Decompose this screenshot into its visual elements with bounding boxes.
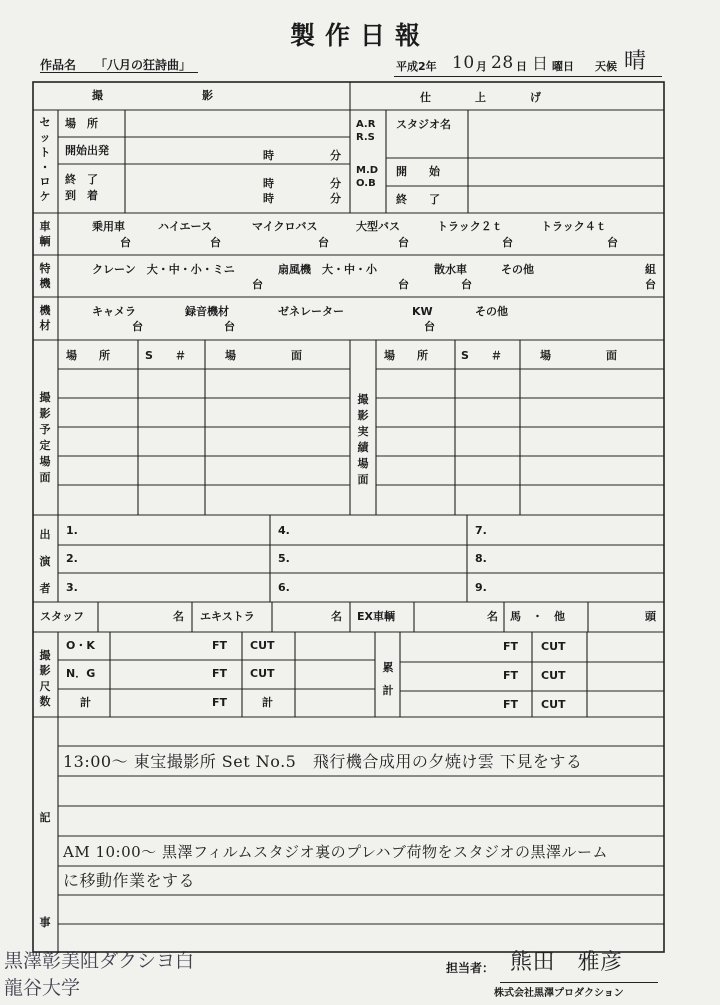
extras-label: エキストラ (200, 610, 255, 623)
footage-ng-label: N．G (66, 667, 96, 680)
cast-slot-8: 8. (475, 552, 487, 565)
date-month-unit: 月 (476, 60, 487, 73)
footage-ok-label: O・K (66, 639, 95, 652)
end-hour-label: 時 (263, 177, 274, 190)
company-name: 株式会社黒澤プロダクション (494, 988, 624, 999)
notes-line-3: に移動作業をする (63, 871, 196, 890)
vehicle-car: 乗用車 (92, 220, 125, 233)
cumulative-ok-cut: CUT (541, 640, 566, 653)
depart-minute-label: 分 (330, 149, 341, 162)
equipment-side-label: 機 材 (39, 304, 51, 332)
finish-label: 終 了 (396, 193, 440, 206)
cast-slot-5: 5. (278, 552, 290, 565)
horse-unit: 頭 (645, 610, 656, 623)
footage-ok-cut: CUT (250, 639, 275, 652)
cumulative-side-label: 累 計 (382, 661, 394, 698)
date-weekday: 日 (532, 54, 549, 73)
special-water-truck: 散水車 (434, 263, 467, 276)
cast-slot-2: 2. (66, 552, 78, 565)
special-crane-unit: 台 (252, 278, 263, 291)
weekday-suffix: 曜日 (552, 60, 574, 73)
page-title: 製作日報 (289, 21, 430, 50)
notes-line-2: AM 10:00～ 黒澤フィルムスタジオ裏のプレハブ荷物をスタジオの黒澤ルーム (63, 843, 609, 861)
special-other-unit: 台 (645, 278, 656, 291)
vehicle-truck-4t-unit: 台 (607, 236, 618, 249)
cast-slot-4: 4. (278, 524, 290, 537)
cast-slot-6: 6. (278, 581, 290, 594)
equipment-other: その他 (475, 305, 508, 318)
place-label: 場 所 (65, 117, 98, 130)
person-in-charge-name: 熊田 雅彦 (510, 950, 623, 975)
special-other-group-label: 組 (645, 263, 656, 276)
finishing-section-label: 仕 上 げ (420, 91, 541, 104)
weather-label: 天候 (595, 60, 617, 73)
footage-ok-ft: FT (212, 639, 228, 652)
planned-place-header: 場 所 (66, 349, 110, 362)
ar-rs-label: A.R R.S (356, 119, 376, 143)
special-side-label: 特 機 (39, 262, 51, 290)
special-water-truck-unit: 台 (461, 278, 472, 291)
extras-unit: 名 (331, 610, 342, 623)
depart-label: 開始出発 (65, 144, 109, 157)
md-ob-label: M.D O.B (356, 165, 379, 189)
ex-vehicle-label: EX車輌 (357, 610, 395, 623)
date-month: 10 (452, 53, 475, 73)
planned-scenes-side-label: 撮 影 予 定 場 面 (39, 391, 51, 484)
equipment-sound-unit: 台 (224, 320, 235, 333)
cast-slot-9: 9. (475, 581, 487, 594)
vehicle-hiace-unit: 台 (210, 236, 221, 249)
date-era: 平成2年 (396, 60, 437, 73)
equipment-camera: キャメラ (92, 305, 136, 318)
end-label: 終 了 (65, 173, 98, 186)
arrive-hour-label: 時 (263, 192, 274, 205)
vehicle-truck-4t: トラック４ｔ (541, 220, 607, 233)
footage-total-cut-label: 計 (262, 696, 273, 709)
ex-vehicle-unit: 名 (487, 610, 498, 623)
vehicle-hiace: ハイエース (158, 220, 213, 233)
planned-scene-number-header: S ＃ (145, 349, 186, 362)
end-minute-label: 分 (330, 177, 341, 190)
arrive-label: 到 着 (65, 189, 98, 202)
cast-slot-3: 3. (66, 581, 78, 594)
notes-line-1: 13:00～ 東宝撮影所 Set No.5 飛行機合成用の夕焼け雲 下見をする (63, 752, 583, 771)
vehicle-car-unit: 台 (120, 236, 131, 249)
set-location-side-label: セ ッ ト ・ ロ ケ (39, 116, 51, 204)
vehicle-large-bus-unit: 台 (398, 236, 409, 249)
equipment-kw: KW (412, 305, 433, 318)
actual-scenes-side-label: 撮 影 実 績 場 面 (357, 393, 369, 486)
work-label: 作品名 (40, 58, 77, 72)
staff-label: スタッフ (40, 610, 84, 623)
vehicle-microbus-unit: 台 (318, 236, 329, 249)
cumulative-ng-cut: CUT (541, 669, 566, 682)
cast-slot-7: 7. (475, 524, 487, 537)
notes-side-label: 記 事 (39, 811, 51, 929)
special-fan-unit: 台 (398, 278, 409, 291)
footage-ng-ft: FT (212, 667, 228, 680)
vehicles-side-label: 車 輌 (39, 220, 51, 248)
vehicle-truck-2t-unit: 台 (502, 236, 513, 249)
footage-side-label: 撮 影 尺 数 (39, 649, 51, 709)
vehicle-microbus: マイクロバス (252, 220, 318, 233)
person-in-charge-label: 担当者： (446, 961, 495, 975)
footage-total-ft: FT (212, 696, 228, 709)
vehicle-truck-2t: トラック２ｔ (437, 220, 503, 233)
horse-other-label: 馬 ・ 他 (510, 610, 565, 623)
arrive-minute-label: 分 (330, 192, 341, 205)
actual-scene-header: 場 面 (540, 349, 617, 362)
depart-hour-label: 時 (263, 149, 274, 162)
date-day-unit: 日 (516, 60, 527, 73)
work-title: 「八月の狂詩曲」 (95, 58, 192, 72)
equipment-kw-unit: 台 (424, 320, 435, 333)
studio-name-label: スタジオ名 (396, 118, 451, 131)
cumulative-total-cut: CUT (541, 698, 566, 711)
date-day: 28 (491, 53, 514, 73)
equipment-sound: 録音機材 (185, 305, 229, 318)
cast-side-label: 出 演 者 (39, 528, 51, 595)
actual-place-header: 場 所 (384, 349, 428, 362)
special-fan: 扇風機 大・中・小 (278, 263, 377, 276)
weather-value: 晴 (624, 49, 647, 74)
archive-stamp-line-1: 黒澤彰美阻ダクシヨ白 (4, 950, 195, 972)
equipment-generator: ゼネレーター (278, 305, 344, 318)
archive-stamp-line-2: 龍谷大学 (4, 977, 81, 999)
special-crane: クレーン 大・中・小・ミニ (92, 263, 235, 276)
footage-ng-cut: CUT (250, 667, 275, 680)
footage-total-label: 計 (80, 696, 91, 709)
cumulative-ng-ft: FT (503, 669, 519, 682)
cumulative-total-ft: FT (503, 698, 519, 711)
special-other: その他 (501, 263, 534, 276)
signature-underline (500, 982, 658, 983)
shooting-section-label: 撮 影 (92, 89, 213, 102)
actual-scene-number-header: S ＃ (461, 349, 502, 362)
equipment-camera-unit: 台 (132, 320, 143, 333)
cast-slot-1: 1. (66, 524, 78, 537)
staff-unit: 名 (173, 610, 184, 623)
cumulative-ok-ft: FT (503, 640, 519, 653)
planned-scene-header: 場 面 (225, 349, 302, 362)
start-label: 開 始 (396, 165, 440, 178)
vehicle-large-bus: 大型バス (356, 220, 400, 233)
